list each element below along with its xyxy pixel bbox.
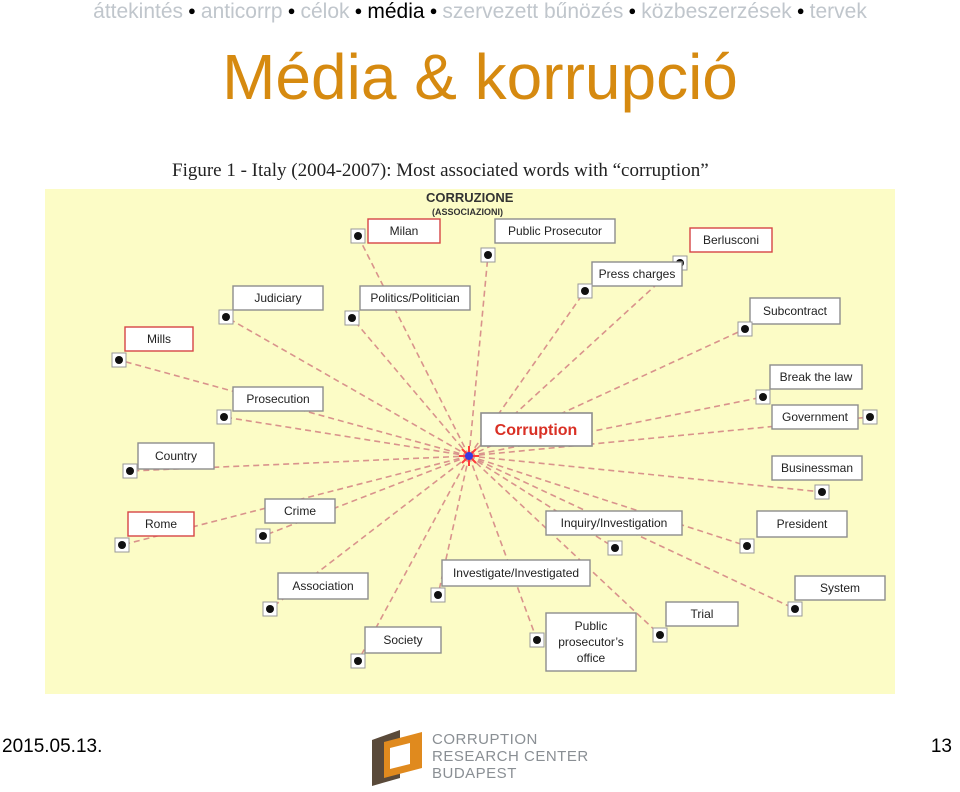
graph-header: CORRUZIONE <box>426 190 514 205</box>
node-public-prosecutor <box>481 219 615 262</box>
nav-separator-dot: ● <box>628 3 637 18</box>
node-label: Judiciary <box>254 291 302 305</box>
node-label: Society <box>383 633 423 647</box>
node-anchor-dot <box>126 467 134 475</box>
node-system <box>788 576 885 616</box>
logo-line: RESEARCH CENTER <box>432 748 589 765</box>
node-politics-politician <box>345 286 470 325</box>
node-label: Prosecution <box>246 392 310 406</box>
nav-separator-dot: ● <box>354 3 363 18</box>
nav-separator-dot: ● <box>429 3 438 18</box>
node-anchor-dot <box>115 356 123 364</box>
node-anchor-dot <box>434 591 442 599</box>
node-label: Association <box>292 579 354 593</box>
node-judiciary <box>219 286 323 324</box>
node-label: Crime <box>284 504 316 518</box>
node-anchor-dot <box>743 542 751 550</box>
node-businessman <box>772 456 862 499</box>
edge-crime <box>263 456 469 536</box>
node-anchor-dot <box>348 314 356 322</box>
node-label: office <box>576 651 606 665</box>
nav-item-anticorrp[interactable]: anticorrp <box>200 0 283 23</box>
node-anchor-dot <box>581 287 589 295</box>
nav-separator-dot: ● <box>188 3 196 18</box>
node-label: prosecutor’s <box>558 635 624 649</box>
node-association <box>263 573 368 616</box>
node-anchor-dot <box>118 541 126 549</box>
node-inquiry-investigation <box>546 511 682 555</box>
node-anchor-dot <box>791 605 799 613</box>
node-anchor-dot <box>354 232 362 240</box>
nav-item-media[interactable]: média <box>367 0 425 23</box>
node-anchor-dot <box>656 631 664 639</box>
node-label: Politics/Politician <box>370 291 460 305</box>
graph-subheader: (ASSOCIAZIONI) <box>432 207 503 217</box>
node-anchor-dot <box>222 313 230 321</box>
node-mills <box>112 327 193 367</box>
graph-center <box>459 413 592 466</box>
nav-item-attekintes[interactable]: áttekintés <box>93 0 184 23</box>
node-investigate-investigated <box>431 560 590 602</box>
logo-line: BUDAPEST <box>432 765 517 782</box>
node-label: Berlusconi <box>702 233 760 247</box>
node-break-the-law <box>756 365 862 404</box>
node-anchor-dot <box>484 251 492 259</box>
node-label: Mills <box>147 332 171 346</box>
node-milan <box>351 219 440 243</box>
nav-item-szervezett-bunozes[interactable]: szervezett bűnözés <box>442 0 624 23</box>
node-public-prosecutors-office <box>530 613 636 671</box>
node-subcontract <box>738 298 840 336</box>
node-label: System <box>819 581 861 595</box>
node-label: President <box>776 517 828 531</box>
center-node-label: Corruption <box>494 422 578 439</box>
node-label: Government <box>781 410 849 424</box>
node-anchor-dot <box>866 413 874 421</box>
node-label: Trial <box>690 607 714 621</box>
node-label: Public Prosecutor <box>507 224 603 238</box>
node-anchor-dot <box>759 393 767 401</box>
node-rome <box>115 512 194 552</box>
node-prosecution <box>217 387 323 424</box>
node-trial <box>653 602 738 642</box>
node-anchor-dot <box>220 413 228 421</box>
node-anchor-dot <box>259 532 267 540</box>
node-label: Subcontract <box>762 304 828 318</box>
node-label: Public <box>574 619 608 633</box>
node-label: Break the law <box>779 370 853 384</box>
node-anchor-dot <box>741 325 749 333</box>
nav-separator-dot: ● <box>287 3 296 18</box>
nav-item-tervek[interactable]: tervek <box>809 0 867 23</box>
footer-date: 2015.05.13. <box>2 736 103 757</box>
node-society <box>351 627 441 668</box>
node-label: Milan <box>389 224 419 238</box>
node-label: Country <box>154 449 198 463</box>
node-anchor-dot <box>818 488 826 496</box>
node-anchor-dot <box>611 544 619 552</box>
node-press-charges <box>578 262 682 298</box>
edge-milan <box>358 236 469 456</box>
crc-logo-text <box>432 731 589 782</box>
hub-star-icon <box>459 446 479 466</box>
edge-prosecution <box>224 417 469 456</box>
nav-item-kozbeszerzesek[interactable]: közbeszerzések <box>641 0 792 23</box>
node-government <box>772 405 877 429</box>
nav-separator-dot: ● <box>796 3 805 18</box>
slide-title: Média & korrupció <box>222 41 738 113</box>
node-anchor-dot <box>533 636 541 644</box>
node-president <box>740 511 847 553</box>
edge-businessman <box>469 456 822 492</box>
edge-trial <box>469 456 660 635</box>
node-label: Press charges <box>598 267 676 281</box>
nav-item-celok[interactable]: célok <box>300 0 350 23</box>
node-crime <box>256 499 335 543</box>
node-berlusconi <box>673 228 772 270</box>
crc-logo-icon <box>370 728 426 786</box>
node-anchor-dot <box>266 605 274 613</box>
figure-caption: Figure 1 - Italy (2004-2007): Most associated words with “corruption” <box>172 160 709 181</box>
node-label: Businessman <box>780 461 854 475</box>
node-anchor-dot <box>354 657 362 665</box>
node-country <box>123 443 214 478</box>
node-label: Rome <box>144 517 178 531</box>
node-label: Investigate/Investigated <box>452 566 580 580</box>
page-number: 13 <box>930 736 952 757</box>
node-label: Inquiry/Investigation <box>560 516 668 530</box>
logo-line: CORRUPTION <box>432 731 538 748</box>
